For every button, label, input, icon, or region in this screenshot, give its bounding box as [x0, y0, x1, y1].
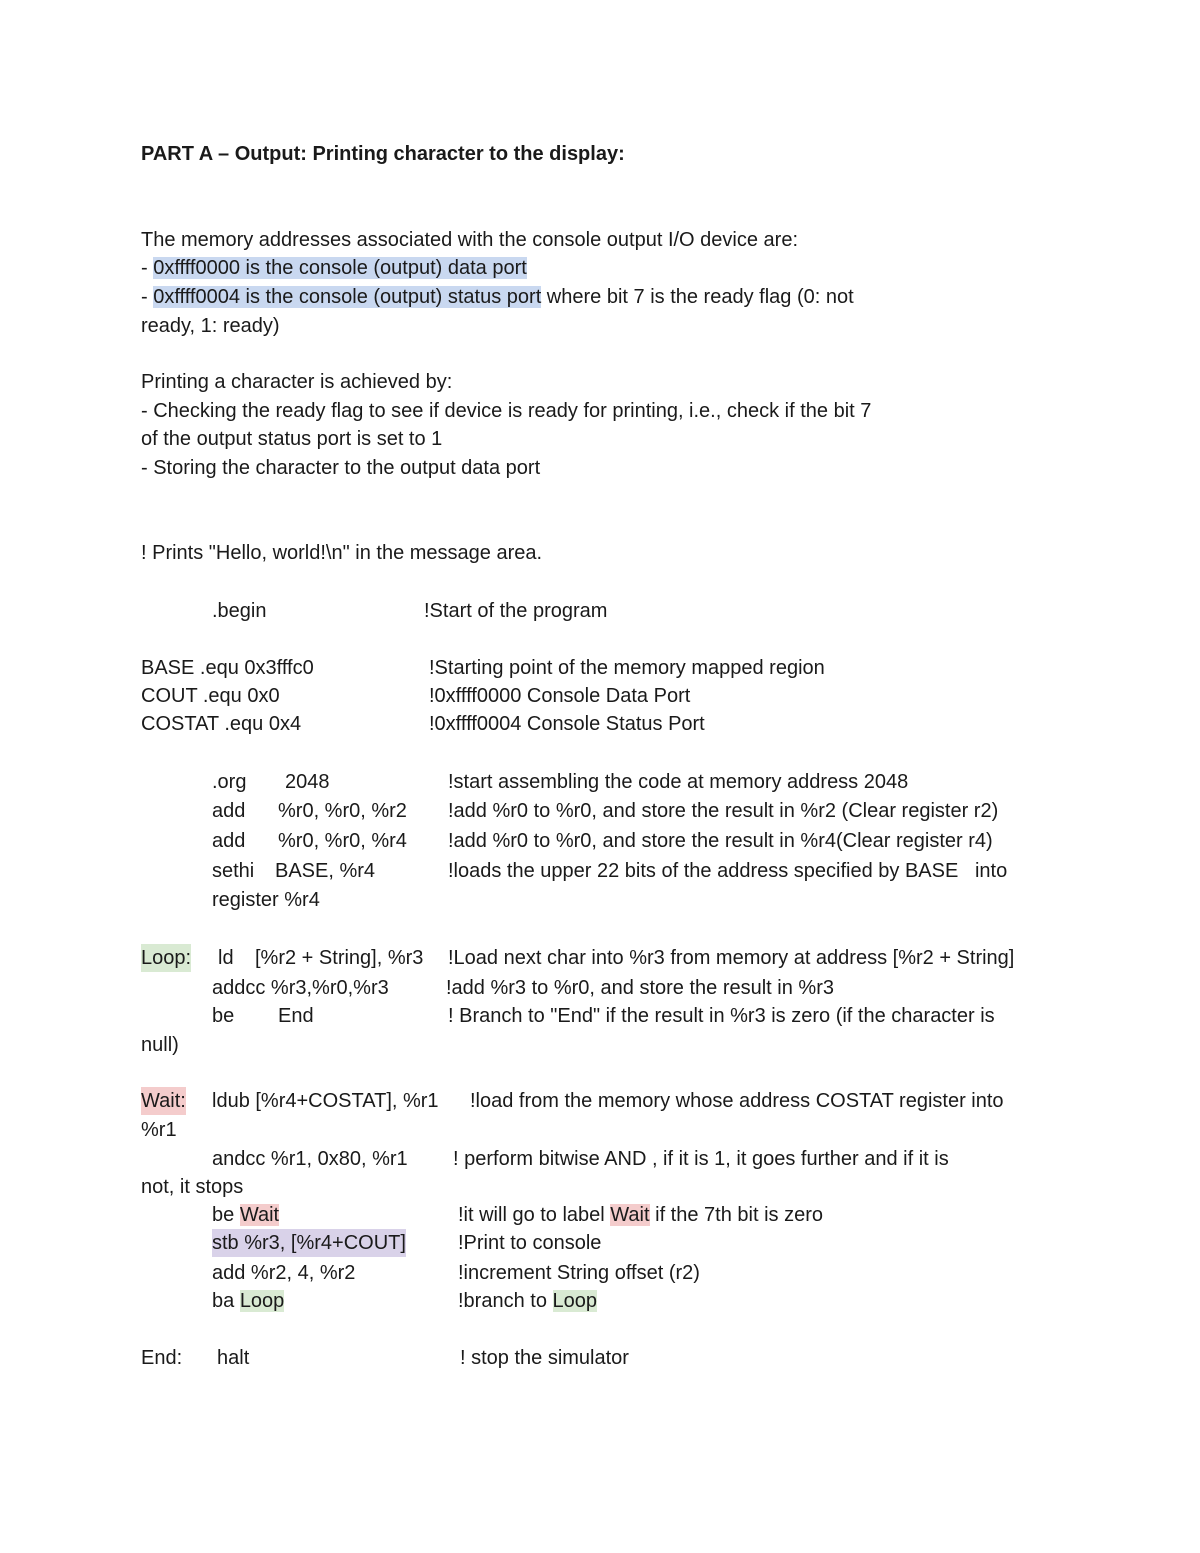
code-add1-comment: !add %r0 to %r0, and store the result in %r2 (Clear register r2)	[448, 800, 999, 822]
wait-ref: Wait	[610, 1204, 650, 1226]
page-title: PART A – Output: Printing character to the display:	[141, 143, 625, 165]
code-ldub: ldub [%r4+COSTAT], %r1	[212, 1090, 439, 1112]
code-ldub-cont: %r1	[141, 1119, 177, 1141]
code-begin: .begin	[212, 600, 267, 622]
code-base: BASE .equ 0x3fffc0	[141, 657, 314, 679]
code-addcc: addcc %r3,%r0,%r3	[212, 977, 389, 999]
loop-ref: Loop	[239, 1290, 285, 1312]
bullet-prefix: -	[141, 257, 154, 279]
code-be-arg: End	[278, 1005, 314, 1027]
code-stb: stb %r3, [%r4+COUT]	[212, 1229, 406, 1257]
code-comment-head: ! Prints "Hello, world!\n" in the message area.	[141, 542, 543, 564]
code-stb-comment: !Print to console	[458, 1232, 602, 1254]
code-org-arg: 2048	[285, 771, 330, 793]
code-sethi-arg: BASE, %r4	[275, 860, 376, 882]
code-be-cont: null)	[141, 1034, 179, 1056]
loop-ref: Loop	[552, 1290, 598, 1312]
code-andcc-comment: ! perform bitwise AND , if it is 1, it goes further and if it is	[453, 1148, 949, 1170]
code-ld-arg: [%r2 + String], %r3	[255, 947, 424, 969]
code-ld-comment: !Load next char into %r3 from memory at address [%r2 + String]	[448, 947, 1015, 969]
code-ldub-comment: !load from the memory whose address COSTAT register into	[470, 1090, 1004, 1112]
code-base-comment: !Starting point of the memory mapped region	[429, 657, 825, 679]
code-add3-comment: !increment String offset (r2)	[458, 1262, 700, 1284]
code-add3: add %r2, 4, %r2	[212, 1262, 356, 1284]
code-add2-arg: %r0, %r0, %r4	[278, 830, 407, 852]
wait-ref: Wait	[239, 1204, 280, 1226]
code-begin-comment: !Start of the program	[424, 600, 608, 622]
printing-line: Printing a character is achieved by:	[141, 371, 453, 393]
intro-line: The memory addresses associated with the console output I/O device are:	[141, 229, 799, 251]
intro-bullet-2-cont: ready, 1: ready)	[141, 315, 280, 337]
code-be-wait	[212, 1201, 279, 1229]
code-ba-comment	[458, 1287, 597, 1315]
bullet-prefix: -	[141, 286, 154, 308]
code-costat-comment: !0xffff0004 Console Status Port	[429, 713, 705, 735]
code-ld-op: ld	[218, 947, 234, 969]
code-sethi-cont: register %r4	[212, 889, 320, 911]
code-add2-op: add	[212, 830, 246, 852]
code-sethi-op: sethi	[212, 860, 255, 882]
code-add2-comment: !add %r0 to %r0, and store the result in %r4(Clear register r4)	[448, 830, 993, 852]
code-addcc-comment: !add %r3 to %r0, and store the result in %r3	[446, 977, 834, 999]
code-andcc: andcc %r1, 0x80, %r1	[212, 1148, 408, 1170]
code-org-comment: !start assembling the code at memory address 2048	[448, 771, 909, 793]
code-be-op: be	[212, 1005, 235, 1027]
be-op: be	[212, 1204, 240, 1226]
intro-bullet-1	[141, 254, 527, 282]
comment-part: !it will go to label	[458, 1204, 611, 1226]
code-andcc-cont: not, it stops	[141, 1176, 244, 1198]
code-org-op: .org	[212, 771, 247, 793]
code-be-comment: ! Branch to "End" if the result in %r3 is zero (if the character is	[448, 1005, 995, 1027]
code-halt-comment: ! stop the simulator	[460, 1347, 629, 1369]
code-add1-arg: %r0, %r0, %r2	[278, 800, 407, 822]
code-sethi-comment: !loads the upper 22 bits of the address specified by BASE into	[448, 860, 1008, 882]
code-be-wait-comment	[458, 1201, 823, 1229]
bullet-rest: where bit 7 is the ready flag (0: not	[541, 286, 854, 308]
printing-step-2: - Storing the character to the output data port	[141, 457, 541, 479]
end-label: End:	[141, 1347, 183, 1369]
status-port-highlight: 0xffff0004 is the console (output) status port	[153, 286, 542, 308]
code-costat: COSTAT .equ 0x4	[141, 713, 302, 735]
data-port-highlight: 0xffff0000 is the console (output) data port	[153, 257, 527, 279]
printing-step-1: - Checking the ready flag to see if device is ready for printing, i.e., check if the bit 7	[141, 400, 872, 422]
loop-label: Loop:	[141, 944, 191, 972]
code-ba	[212, 1287, 284, 1315]
printing-step-1-cont: of the output status port is set to 1	[141, 428, 443, 450]
code-cout: COUT .equ 0x0	[141, 685, 280, 707]
code-cout-comment: !0xffff0000 Console Data Port	[429, 685, 691, 707]
comment-part: if the 7th bit is zero	[649, 1204, 823, 1226]
ba-op: ba	[212, 1290, 240, 1312]
code-halt: halt	[217, 1347, 250, 1369]
intro-bullet-2	[141, 283, 854, 311]
wait-label: Wait:	[141, 1087, 186, 1115]
comment-part: !branch to	[458, 1290, 553, 1312]
code-add1-op: add	[212, 800, 246, 822]
